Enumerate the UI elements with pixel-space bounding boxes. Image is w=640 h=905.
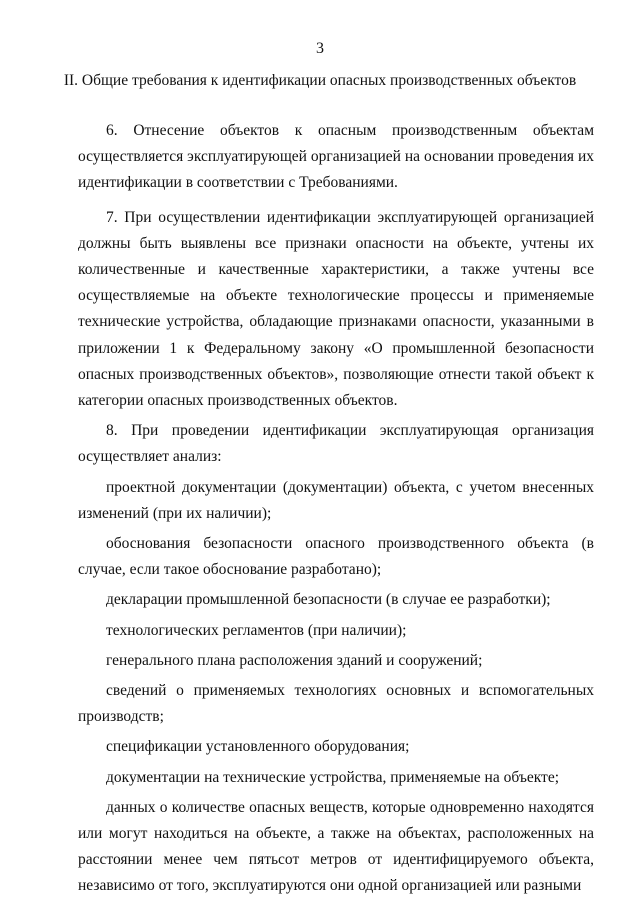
paragraph-7: 7. При осуществлении идентификации эксплуатирующей организацией должны быть выявлены все признаки опасности на объекте, учтены их количественные и качественные характеристики, а также учтены все осуществляемые на объекте технологические процессы и применяемые технические устройства, обладающие признаками опасности, указанными в приложении 1 к Федеральному закону «О промышленной безопасности опасных производственных объектов», позволяющие отнести такой объект к категории опасных производственных объектов. xyxy=(78,208,594,410)
list-item-equipment-spec: спецификации установленного оборудования; xyxy=(106,738,410,756)
list-item-hazardous-substances: данных о количестве опасных веществ, которые одновременно находятся или могут находиться на объекте, а также на объектах, расположенных на расстоянии менее чем пятьсот метров от идентифицируемого объекта, независимо от того, эксплуатируются они одной организацией или разными xyxy=(78,798,594,895)
list-item-technologies: сведений о применяемых технологиях основных и вспомогательных производств; xyxy=(78,682,594,726)
list-item-project-docs: проектной документации (документации) объекта, с учетом внесенных изменений (при их наличии); xyxy=(78,478,594,522)
document-body xyxy=(78,118,594,900)
list-item-safety-justification: обоснования безопасности опасного производственного объекта (в случае, если такое обоснование разработано); xyxy=(78,535,594,579)
section-heading: II. Общие требования к идентификации опасных производственных объектов xyxy=(63,72,577,89)
list-item-tech-regulations: технологических регламентов (при наличии); xyxy=(106,621,407,639)
list-item-general-plan: генерального плана расположения зданий и сооружений; xyxy=(106,651,483,669)
paragraph-8: 8. При проведении идентификации эксплуатирующая организация осуществляет анализ: xyxy=(78,422,594,466)
list-item-safety-declaration: декларации промышленной безопасности (в случае ее разработки); xyxy=(106,591,551,609)
page-number: 3 xyxy=(316,40,324,57)
paragraph-6: 6. Отнесение объектов к опасным производственным объектам осуществляется эксплуатирующей организацией на основании проведения их идентификации в соответствии с Требованиями. xyxy=(78,122,594,192)
list-item-device-docs: документации на технические устройства, применяемые на объекте; xyxy=(106,768,560,786)
